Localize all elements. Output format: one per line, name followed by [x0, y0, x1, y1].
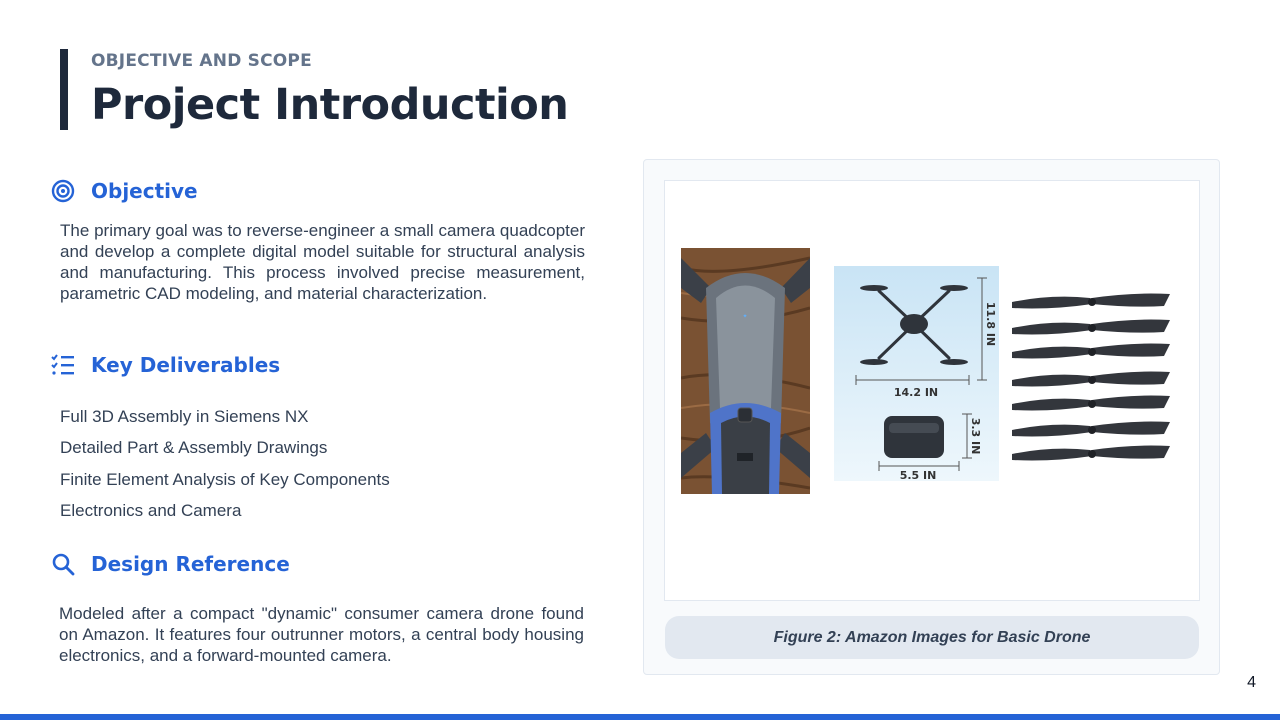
design-reference-text: Modeled after a compact "dynamic" consumer camera drone found on Amazon. It features four outrunner motors, a central body housing electronics, and a forward-mounted camera. [59, 604, 584, 665]
list-item: Finite Element Analysis of Key Components [60, 469, 390, 489]
drone-photo-image [681, 248, 810, 494]
figure-caption: Figure 2: Amazon Images for Basic Drone [665, 616, 1199, 659]
deliverables-list [60, 405, 390, 530]
page-number: 4 [1247, 674, 1256, 691]
checklist-icon [50, 352, 76, 378]
svg-text:✦: ✦ [742, 313, 748, 320]
folded-width-label: 5.5 IN [899, 469, 937, 481]
folded-height-label: 3.3 IN [969, 417, 982, 455]
page-title: Project Introduction [91, 80, 569, 130]
design-reference-heading-row [50, 551, 290, 577]
list-item: Full 3D Assembly in Siemens NX [60, 407, 309, 426]
bottom-accent-bar [0, 714, 1280, 720]
propellers-image [1012, 290, 1172, 470]
objective-heading-row [50, 178, 198, 204]
objective-heading: Objective [91, 179, 198, 203]
section-eyebrow: OBJECTIVE AND SCOPE [91, 51, 312, 71]
list-item: Electronics and Camera [60, 500, 242, 520]
search-icon [50, 551, 76, 577]
drone-dimensions-image [834, 266, 999, 481]
title-accent-bar [60, 49, 68, 130]
target-icon [50, 178, 76, 204]
deliverables-heading: Key Deliverables [91, 353, 281, 377]
deliverables-heading-row [50, 352, 280, 378]
list-item: Detailed Part & Assembly Drawings [60, 438, 328, 458]
width-dimension-label: 14.2 IN [893, 386, 939, 399]
depth-dimension-label: 11.8 IN [984, 301, 997, 347]
objective-text: The primary goal was to reverse-engineer a small camera quadcopter and develop a complete digital model suitable for structural analysis and manufacturing. This process involved precise measurement, parametric CAD modeling, and material characterization. [60, 221, 585, 303]
design-reference-heading: Design Reference [91, 552, 290, 576]
